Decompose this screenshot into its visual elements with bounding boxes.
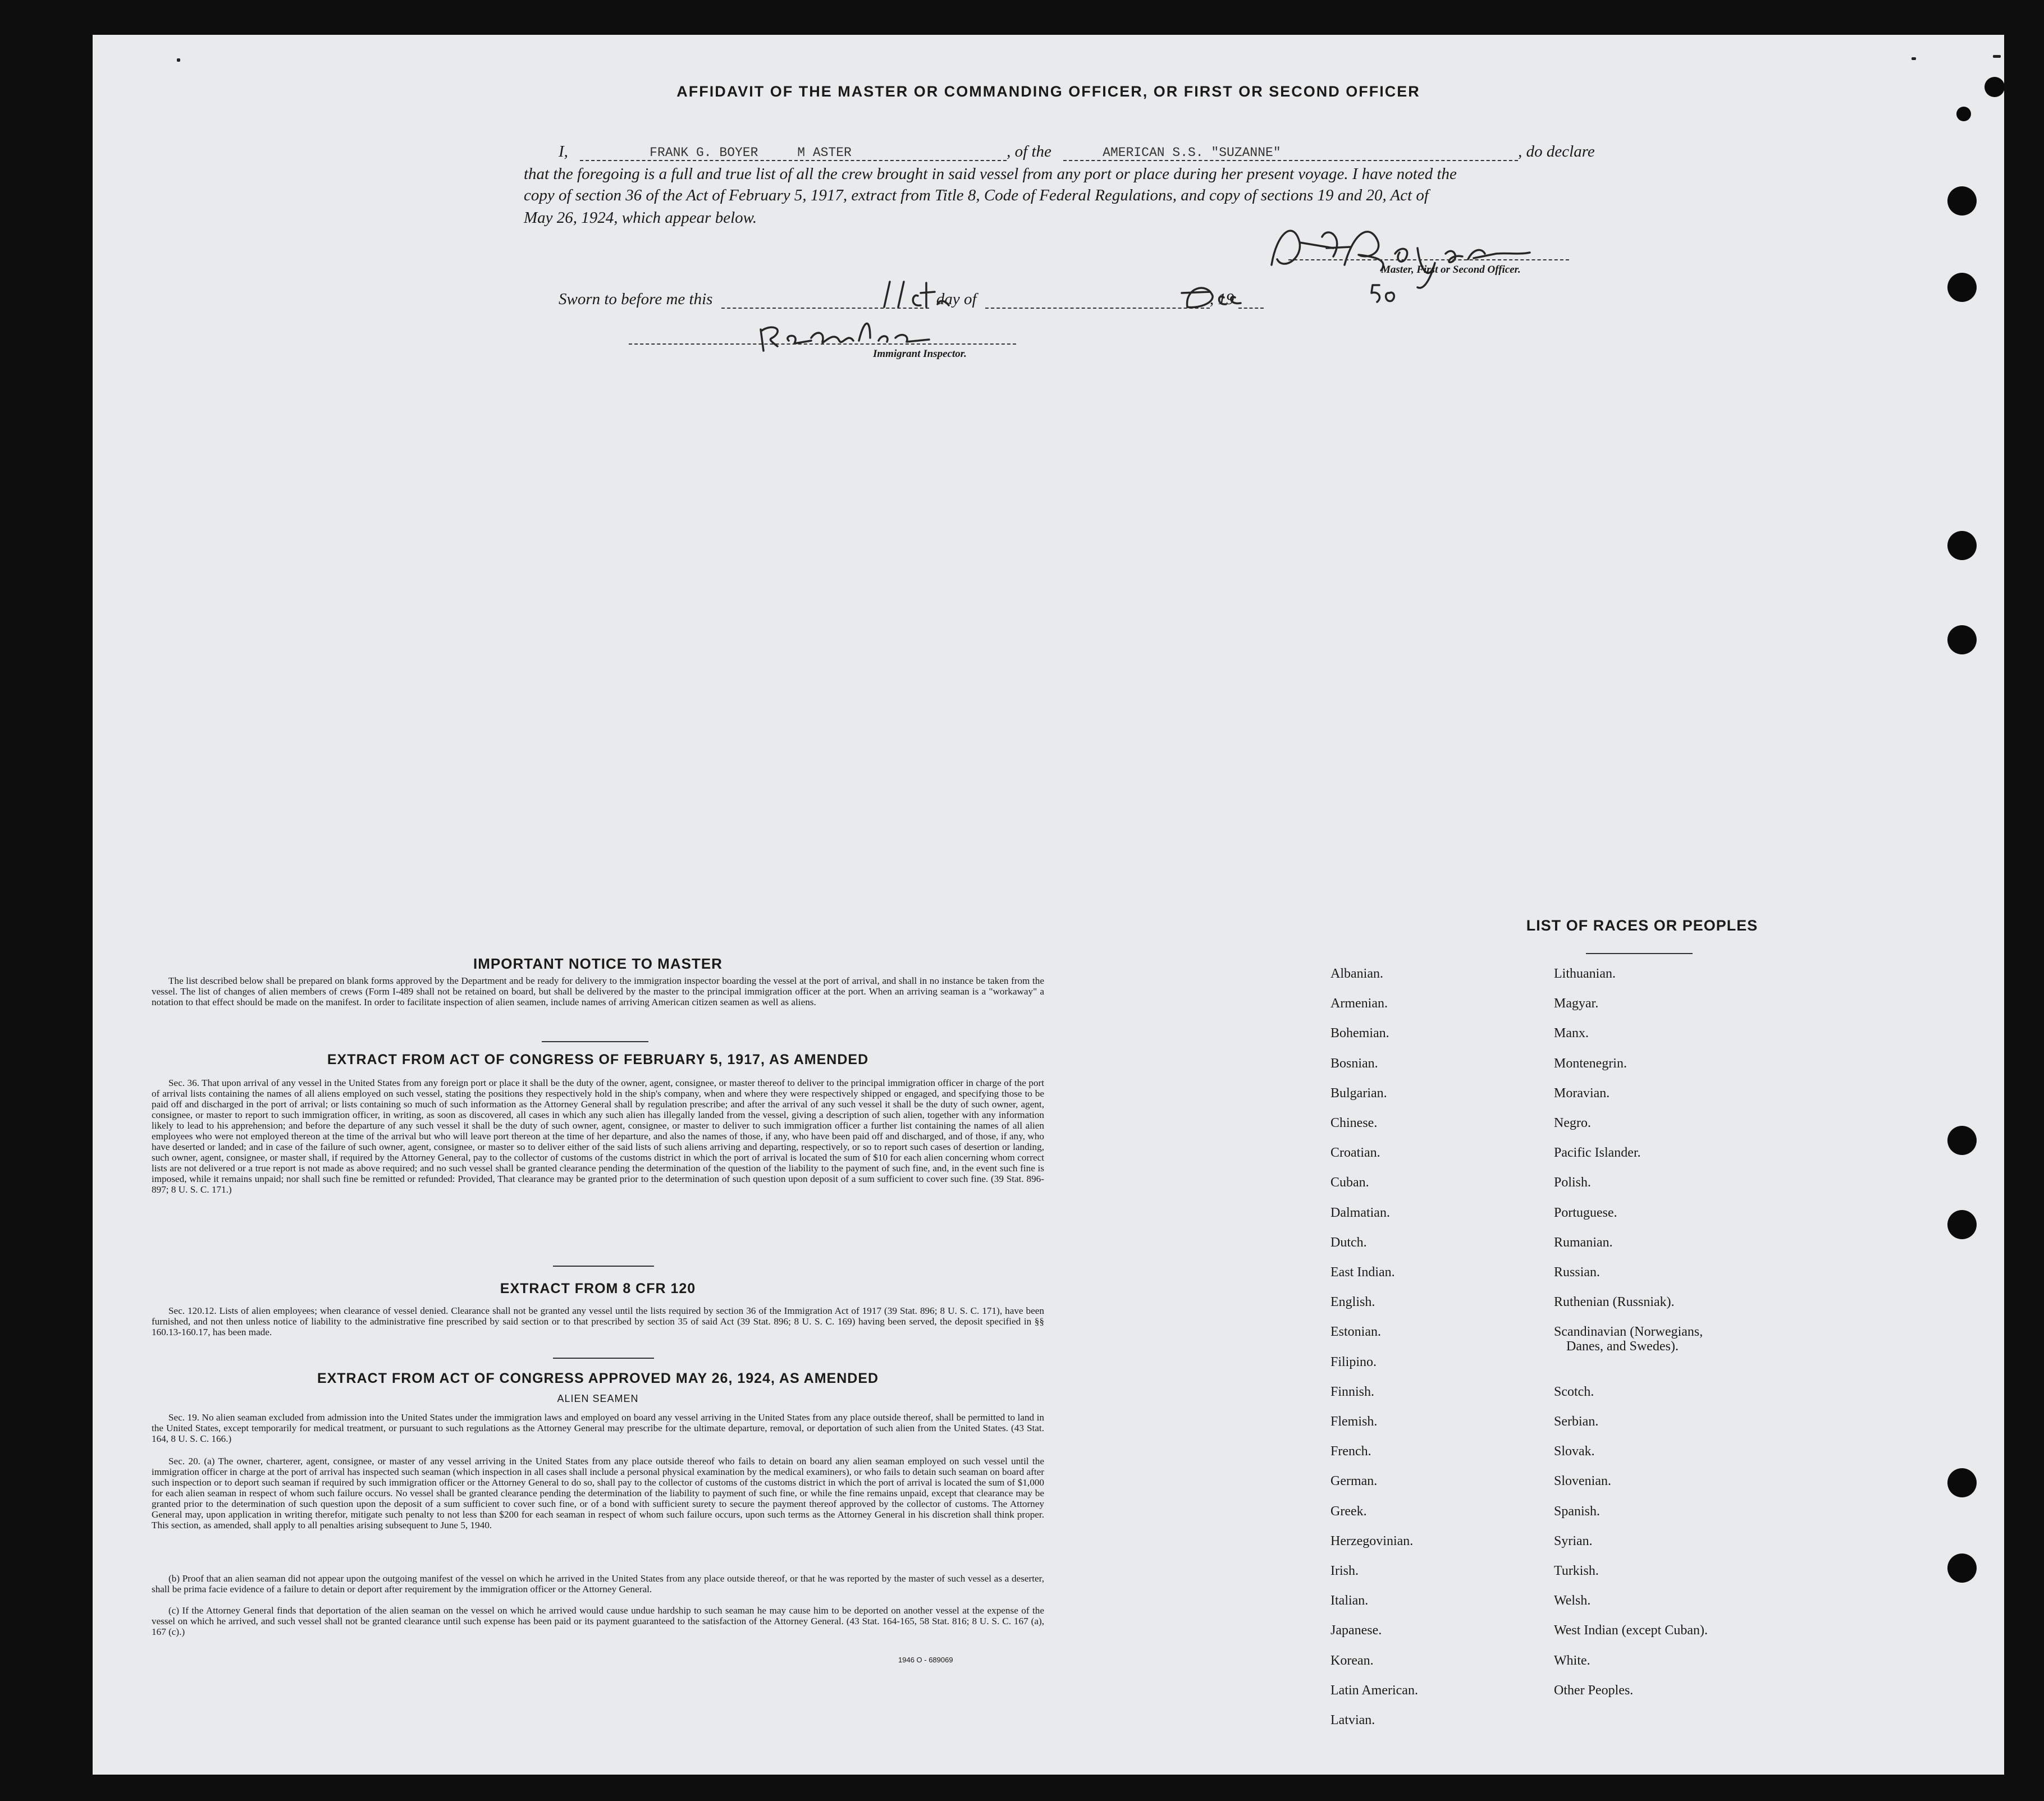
race-label: Filipino.: [1330, 1354, 1377, 1369]
race-item: [1554, 1534, 1593, 1548]
race-item: [1554, 1235, 1613, 1250]
race-item: [1554, 1564, 1599, 1578]
race-label: Scotch.: [1554, 1384, 1594, 1399]
vessel-name-blank: [1063, 145, 1518, 161]
race-item: [1330, 1325, 1381, 1339]
race-label: Slovak.: [1554, 1444, 1595, 1459]
race-label: Greek.: [1330, 1504, 1367, 1519]
race-label: Croatian.: [1330, 1145, 1380, 1161]
race-item: [1554, 996, 1598, 1011]
race-item: [1330, 1474, 1377, 1488]
race-item: [1554, 1444, 1595, 1459]
declaration-line-3: copy of section 36 of the Act of February 5, 1917, extract from Title 8, Code of Federal Regulations, and copy of sections 19 and 20, Act of: [524, 186, 1429, 204]
punch-hole: [1947, 531, 1977, 560]
race-label: French.: [1330, 1444, 1371, 1459]
speck-mark: [1993, 55, 2001, 58]
race-label: Welsh.: [1554, 1593, 1591, 1608]
race-label: Chinese.: [1330, 1116, 1378, 1130]
sec-20c-text: (c) If the Attorney General finds that deportation of the alien seaman on the vessel on which he arrived would cause undue hardship to such seaman he may cause him to be deported on another vessel at the expense of the vessel on which he arrived, and such vessel shall not be granted clearance until such expense has been paid or its payment guaranteed to the satisfaction of the Attorney General. (43 Stat. 164-165, 58 Stat. 816; 8 U. S. C. 167 (a), 167 (c).): [152, 1605, 1044, 1637]
master-rank-value: M ASTER: [797, 145, 852, 160]
race-item: [1330, 1564, 1359, 1578]
race-label: Moravian.: [1554, 1085, 1610, 1101]
race-item: [1554, 1116, 1591, 1130]
race-label: Other Peoples.: [1554, 1683, 1634, 1698]
race-item: [1330, 1414, 1377, 1429]
sworn-text: Sworn to before me this: [559, 290, 713, 308]
race-label: Ruthenian (Russniak).: [1554, 1295, 1675, 1310]
race-item: [1554, 1295, 1675, 1309]
races-title: LIST OF RACES OR PEOPLES: [1526, 917, 1758, 934]
declaration-line-4: May 26, 1924, which appear below.: [524, 209, 757, 227]
speck-mark: [1912, 57, 1916, 60]
race-label: Latvian.: [1330, 1713, 1375, 1727]
extract-cfr-title: EXTRACT FROM 8 CFR 120: [500, 1281, 696, 1296]
race-label: West Indian (except Cuban).: [1554, 1623, 1708, 1638]
race-label: White.: [1554, 1653, 1590, 1668]
master-name-value: FRANK G. BOYER: [650, 145, 758, 160]
race-item: [1330, 1504, 1367, 1519]
race-item: [1554, 966, 1616, 981]
race-label: Magyar.: [1554, 996, 1599, 1011]
master-signature-caption: Master, First or Second Officer.: [1381, 264, 1521, 276]
race-label: Italian.: [1330, 1593, 1369, 1608]
race-item: [1330, 1623, 1382, 1638]
race-item: [1554, 1265, 1600, 1280]
race-label: Dutch.: [1330, 1235, 1367, 1250]
affidavit-title: AFFIDAVIT OF THE MASTER OR COMMANDING OFFICER, OR FIRST OR SECOND OFFICER: [676, 83, 1420, 100]
race-label: Portuguese.: [1554, 1205, 1617, 1220]
race-item: [1330, 1444, 1371, 1459]
race-label: German.: [1330, 1474, 1378, 1489]
race-label: Estonian.: [1330, 1325, 1381, 1340]
punch-hole: [1947, 1553, 1977, 1583]
race-label: Bosnian.: [1330, 1056, 1378, 1071]
declaration-line-1: [559, 143, 1681, 161]
race-item: [1330, 1026, 1389, 1041]
race-label: Rumanian.: [1554, 1235, 1613, 1250]
vessel-name-value: AMERICAN S.S. "SUZANNE": [1103, 145, 1281, 160]
declaration-line-2: that the foregoing is a full and true list of all the crew brought in said vessel from any port or place during her present voyage. I have noted the: [524, 165, 1457, 183]
sec-19-text: Sec. 19. No alien seaman excluded from admission into the United States under the immigration laws and employed on board any vessel arriving in the United States from any place outside thereof, shall be permitted to land in the United States, except temporarily for medical treatment, or pursuant to such regulations as the Attorney General may prescribe for the ultimate departure, removal, or deportation of such alien from the United States. (43 Stat. 164, 8 U. S. C. 166.): [152, 1412, 1044, 1444]
race-item: [1330, 966, 1383, 981]
race-item: [1330, 1206, 1390, 1220]
race-item: [1330, 1295, 1375, 1309]
sworn-month-handwriting: [1179, 276, 1258, 315]
race-label: Syrian.: [1554, 1533, 1593, 1548]
race-label: Latin American.: [1330, 1683, 1418, 1698]
inspector-signature-caption: Immigrant Inspector.: [873, 348, 967, 360]
race-label: Scandinavian (Norwegians,: [1554, 1325, 1703, 1340]
race-item: [1554, 1086, 1609, 1101]
race-label: Pacific Islander.: [1554, 1145, 1641, 1161]
race-item: [1330, 1534, 1413, 1548]
extract-1917-text: Sec. 36. That upon arrival of any vessel in the United States from any foreign port or place it shall be the duty of the owner, agent, consignee, or master thereof to deliver to the principal immigration officer in charge of the port of arrival lists containing the names of all aliens employed on such vessel, stating the positions they respectively hold in the ship's company, when and where they were respectively shipped or engaged, and specifying those to be paid off and discharged in the port of arrival; or lists containing so much of such information as the Attorney General shall by regulation prescribe; and after the arrival of any such vessel it shall be the duty of such owner, agent, consignee, or master to report to such immigration officer, in writing, as soon as discovered, all cases in which any such alien has illegally landed from the vessel, giving a description of such alien, together with any information likely to lead to his apprehension; and before the departure of any such vessel it shall be the duty of such owner, agent, consignee, or master to deliver to such immigration officer a further list containing the names of all alien employees who were not employed thereon at the time of the arrival but who will leave port thereon at the time of her departure, and also the names of those, if any, who have been paid off and discharged, and of those, if any, who have deserted or landed; and in case of the failure of such owner, agent, consignee, or master so to deliver either of the said lists of such aliens arriving and departing, respectively, or so to report such cases of desertion or landing, such owner, agent, consignee, or master shall, if required by the Attorney General, pay to the collector of customs of the customs district in which the port of arrival is located the sum of $10 for each alien concerning whom correct lists are not delivered or a true report is not made as above required; and no such vessel shall be granted clearance pending the determination of the question of the liability to the payment of such fine, and, in the event such fine is imposed, while it remains unpaid; nor shall such fine be remitted or refunded: Provided, That clearance may be granted prior to the determination of such question upon deposit of a sum sufficient to cover such fine. (39 Stat. 896-897; 8 U. S. C. 171.): [152, 1078, 1044, 1195]
race-item: [1330, 1593, 1368, 1608]
race-item: [1330, 1683, 1418, 1698]
extract-1924-subtitle: ALIEN SEAMEN: [557, 1393, 639, 1404]
print-code: 1946 O - 689069: [898, 1656, 953, 1664]
race-label: English.: [1330, 1295, 1375, 1310]
race-label: Bulgarian.: [1330, 1085, 1387, 1101]
race-label: Japanese.: [1330, 1623, 1382, 1638]
race-item: [1330, 1145, 1380, 1160]
race-item: [1554, 1325, 1703, 1354]
section-divider: [553, 1358, 654, 1359]
punch-hole: [1947, 1210, 1977, 1239]
punch-hole: [1947, 186, 1977, 216]
section-divider: [542, 1041, 648, 1042]
race-label: Montenegrin.: [1554, 1056, 1627, 1071]
race-label: Finnish.: [1330, 1384, 1375, 1399]
race-item: [1554, 1145, 1641, 1160]
race-item: [1330, 1713, 1375, 1727]
sworn-year-handwriting: [1367, 281, 1406, 309]
races-title-underline: [1586, 953, 1693, 954]
race-item: [1554, 1593, 1590, 1608]
race-label: Irish.: [1330, 1564, 1359, 1578]
punch-hole: [1947, 1468, 1977, 1497]
race-label: Bohemian.: [1330, 1026, 1389, 1041]
race-item: [1554, 1026, 1589, 1041]
race-label: Cuban.: [1330, 1175, 1369, 1190]
section-divider: [553, 1266, 654, 1267]
master-name-blank: [580, 145, 1007, 161]
race-label: Polish.: [1554, 1175, 1592, 1190]
race-label: East Indian.: [1330, 1265, 1395, 1280]
race-label: Armenian.: [1330, 996, 1388, 1011]
race-label: Russian.: [1554, 1265, 1601, 1280]
race-label: Korean.: [1330, 1653, 1374, 1668]
race-item: [1330, 996, 1388, 1011]
race-label: Flemish.: [1330, 1414, 1378, 1429]
punch-hole: [1947, 273, 1977, 302]
race-item: [1330, 1116, 1377, 1130]
race-item: [1330, 1056, 1378, 1071]
punch-hole: [1947, 1126, 1977, 1155]
race-label: Lithuanian.: [1554, 966, 1616, 981]
race-label: Spanish.: [1554, 1504, 1601, 1519]
race-item: [1554, 1653, 1590, 1668]
race-label: Turkish.: [1554, 1564, 1599, 1578]
punch-hole: [1947, 625, 1977, 654]
day-of-text: day of: [936, 290, 977, 308]
race-item: [1554, 1414, 1598, 1429]
extract-1917-title: EXTRACT FROM ACT OF CONGRESS OF FEBRUARY 5, 1917, AS AMENDED: [327, 1052, 869, 1067]
race-label: Albanian.: [1330, 966, 1383, 981]
race-label: Dalmatian.: [1330, 1205, 1390, 1220]
race-item: [1554, 1504, 1600, 1519]
sworn-month-blank: [985, 308, 1210, 309]
race-item: [1554, 1474, 1611, 1488]
sec-20a-text: Sec. 20. (a) The owner, charterer, agent, consignee, or master of any vessel arriving in the United States from any place outside thereof who fails to detain on board any alien seaman employed on such vessel until the immigration officer in charge at the port of arrival has inspected such seaman (which inspection in all cases shall include a personal physical examination by the medical examiners), or who fails to detain such seaman on board after such inspection or to deport such seaman if required by such immigration officer or the Attorney General to do so, shall pay to the collector of customs of the customs district in which the port of arrival is located the sum of $1,000 for each alien seaman in respect of whom such failure occurs. No vessel shall be granted clearance pending the determination of the liability to payment of such fine, or while the fine remains unpaid, except that clearance may be granted prior to the determination of such question upon the deposit of a sum sufficient to cover such fine, or of a bond with sufficient surety to secure the payment thereof approved by the collector of customs. The Attorney General may, upon application in writing therefor, mitigate such penalty to not less than $200 for each seaman in respect of whom such failure occurs, upon such terms as the Attorney General in his discretion shall think proper. This section, as amended, shall apply to all penalties arising subsequent to June 5, 1940.: [152, 1456, 1044, 1530]
document-sheet: [93, 35, 2004, 1775]
race-item: [1330, 1235, 1367, 1250]
race-item: [1554, 1385, 1594, 1399]
speck-mark: [177, 58, 180, 62]
race-item: [1554, 1206, 1617, 1220]
race-item: [1330, 1653, 1374, 1668]
of-the-text: , of the: [1007, 143, 1051, 161]
race-label: Herzegovinian.: [1330, 1533, 1414, 1548]
sec-20b-text: (b) Proof that an alien seaman did not appear upon the outgoing manifest of the vessel on which he arrived in the United States from any place outside thereof, or that he was reported by the master of such vessel as a deserter, shall be prima facie evidence of a failure to detain or deport after requirement by the immigration officer or the Attorney General.: [152, 1573, 1044, 1594]
race-item: [1330, 1385, 1374, 1399]
inspector-signature-line: [629, 343, 1016, 345]
extract-1924-title: EXTRACT FROM ACT OF CONGRESS APPROVED MAY 26, 1924, AS AMENDED: [317, 1371, 879, 1386]
race-item: [1554, 1056, 1627, 1071]
race-item: [1554, 1623, 1708, 1638]
do-declare-text: , do declare: [1518, 143, 1595, 161]
notice-text: The list described below shall be prepared on blank forms approved by the Department and be ready for delivery to the immigration inspector boarding the vessel at the port of arrival, and shall in no instance be taken from the vessel. The list of changes of alien members of crews (Form I-489 shall not be retained on board, but shall be delivered by the master to the principal immigration officer at the port. When an arriving seaman is a "workaway" a notation to that effect should be made on the manifest. In order to facilitate inspection of alien seamen, include names of arriving American citizen seamen as well as aliens.: [152, 975, 1044, 1007]
race-item: [1554, 1683, 1633, 1698]
race-item: [1330, 1355, 1377, 1369]
race-item: [1554, 1175, 1591, 1190]
race-item: [1330, 1265, 1395, 1280]
extract-cfr-text: Sec. 120.12. Lists of alien employees; when clearance of vessel denied. Clearance shall not be granted any vessel until the lists required by section 36 of the Immigration Act of 1917 (39 Stat. 896; 8 U. S. C. 171), have been furnished, and not then unless notice of liability to the administrative fine prescribed by said section or to that prescribed by section 35 of said Act (39 Stat. 896; 8 U. S. C. 169) having been served, the deposit specified in §§ 160.13-160.17, has been made.: [152, 1305, 1044, 1337]
declaration-pronoun: I,: [559, 143, 568, 161]
year-prefix-text: , 19: [1209, 290, 1234, 308]
master-signature-line: [1288, 259, 1569, 260]
punch-hole: [1956, 107, 1971, 121]
notice-title: IMPORTANT NOTICE TO MASTER: [473, 955, 723, 972]
race-label: Slovenian.: [1554, 1474, 1611, 1489]
race-label: Manx.: [1554, 1026, 1589, 1041]
race-item: [1330, 1086, 1387, 1101]
race-label-continued: Danes, and Swedes).: [1566, 1339, 1679, 1354]
race-item: [1330, 1175, 1369, 1190]
race-label: Serbian.: [1554, 1414, 1599, 1429]
master-signature: [1260, 214, 1665, 293]
race-label: Negro.: [1554, 1116, 1591, 1130]
